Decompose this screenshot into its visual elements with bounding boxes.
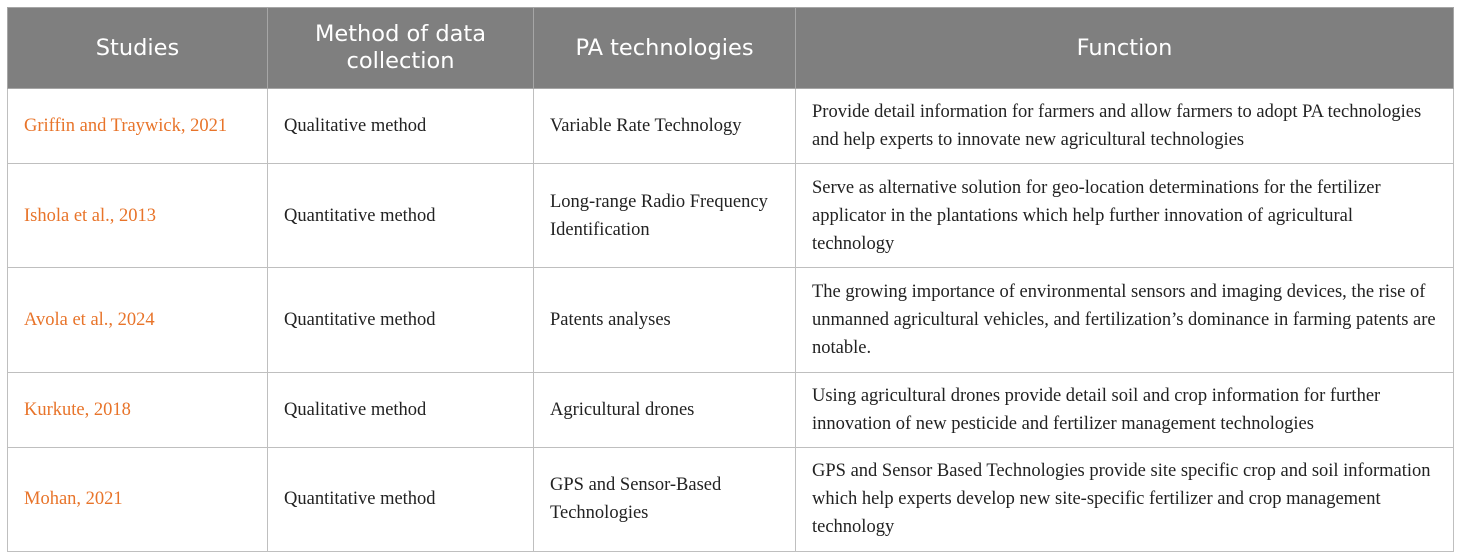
table-row — [8, 164, 1454, 268]
method-cell: Quantitative method — [268, 268, 534, 372]
technology-cell: Patents analyses — [534, 268, 796, 372]
table-row — [8, 372, 1454, 447]
technology-cell: Agricultural drones — [534, 372, 796, 447]
function-cell: Serve as alternative solution for geo-location determinations for the fertilizer applicator in the plantations which help further innovation of agricultural technology — [796, 164, 1454, 268]
header-technologies: PA technologies — [534, 8, 796, 89]
technology-cell: GPS and Sensor-Based Technologies — [534, 447, 796, 551]
table-row — [8, 268, 1454, 372]
header-method: Method of data collection — [268, 8, 534, 89]
study-link[interactable]: Ishola et al., 2013 — [8, 164, 268, 268]
header-function: Function — [796, 8, 1454, 89]
header-row — [8, 8, 1454, 89]
function-cell: Provide detail information for farmers and allow farmers to adopt PA technologies and help experts to innovate new agricultural technologies — [796, 89, 1454, 164]
table-row — [8, 447, 1454, 551]
function-cell: GPS and Sensor Based Technologies provide site specific crop and soil information which help experts develop new site-specific fertilizer and crop management technology — [796, 447, 1454, 551]
method-cell: Quantitative method — [268, 164, 534, 268]
study-link[interactable]: Mohan, 2021 — [8, 447, 268, 551]
study-link[interactable]: Griffin and Traywick, 2021 — [8, 89, 268, 164]
method-cell: Quantitative method — [268, 447, 534, 551]
table-body — [8, 89, 1454, 552]
table-header — [8, 8, 1454, 89]
function-cell: Using agricultural drones provide detail soil and crop information for further innovation of new pesticide and fertilizer management technologies — [796, 372, 1454, 447]
studies-table — [7, 7, 1454, 552]
study-link[interactable]: Kurkute, 2018 — [8, 372, 268, 447]
technology-cell: Long-range Radio Frequency Identification — [534, 164, 796, 268]
study-link[interactable]: Avola et al., 2024 — [8, 268, 268, 372]
function-cell: The growing importance of environmental sensors and imaging devices, the rise of unmanned agricultural vehicles, and fertilization’s dominance in farming patents are notable. — [796, 268, 1454, 372]
header-studies: Studies — [8, 8, 268, 89]
technology-cell: Variable Rate Technology — [534, 89, 796, 164]
method-cell: Qualitative method — [268, 89, 534, 164]
table-row — [8, 89, 1454, 164]
method-cell: Qualitative method — [268, 372, 534, 447]
